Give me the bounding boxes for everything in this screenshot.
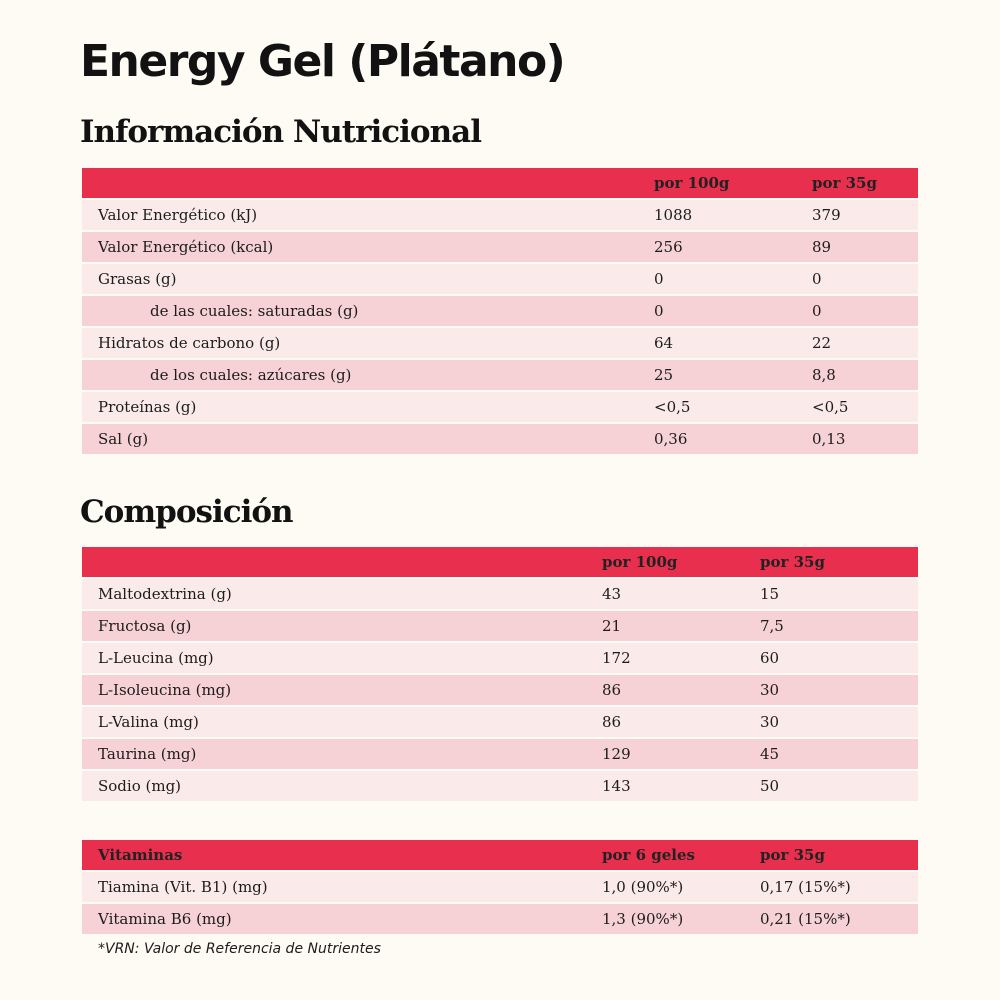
row-label: Sodio (mg) [82,771,602,801]
row-label: L-Leucina (mg) [82,643,602,673]
table-row [82,360,918,390]
row-label: Tiamina (Vit. B1) (mg) [82,872,602,902]
composition-table [82,545,918,803]
value-per-100g: 1088 [654,200,812,230]
table-row [82,707,918,737]
column-header: por 35g [760,547,918,577]
value-per-35g: 0,21 (15%*) [760,904,918,934]
value-per-35g: 0 [812,264,918,294]
table-row [82,771,918,801]
table-row [82,328,918,358]
row-label: de las cuales: saturadas (g) [82,296,654,326]
column-header [82,168,654,198]
value-per-100g: 172 [602,643,760,673]
nutrition-table [82,166,918,456]
column-header: por 100g [654,168,812,198]
table-header-row [82,840,918,870]
value-per-35g: 22 [812,328,918,358]
table-row [82,296,918,326]
table-row [82,392,918,422]
column-header: por 6 geles [602,840,760,870]
row-label: L-Isoleucina (mg) [82,675,602,705]
value-per-35g: 60 [760,643,918,673]
value-per-35g: 379 [812,200,918,230]
table-row [82,579,918,609]
value-per-100g: 256 [654,232,812,262]
row-label: Grasas (g) [82,264,654,294]
value-per-100g: 25 [654,360,812,390]
row-label: Vitamina B6 (mg) [82,904,602,934]
vitamins-table [82,838,918,936]
table-row [82,675,918,705]
column-header [82,547,602,577]
value-per-35g: 30 [760,675,918,705]
page-title: Energy Gel (Plátano) [80,36,565,87]
table-row [82,643,918,673]
value-per-100g: 143 [602,771,760,801]
value-per-6-gels: 1,3 (90%*) [602,904,760,934]
value-per-100g: 43 [602,579,760,609]
table-row [82,739,918,769]
value-per-35g: 89 [812,232,918,262]
row-label: Valor Energético (kJ) [82,200,654,230]
row-label: Maltodextrina (g) [82,579,602,609]
table-row [82,232,918,262]
row-label: Fructosa (g) [82,611,602,641]
value-per-35g: 8,8 [812,360,918,390]
value-per-100g: 129 [602,739,760,769]
footnote: *VRN: Valor de Referencia de Nutrientes [98,941,381,957]
value-per-100g: 86 [602,675,760,705]
table-row [82,200,918,230]
value-per-100g: 86 [602,707,760,737]
row-label: Taurina (mg) [82,739,602,769]
column-header: por 35g [812,168,918,198]
table-row [82,424,918,454]
composition-heading: Composición [80,494,293,530]
column-header: por 35g [760,840,918,870]
value-per-35g: 0,17 (15%*) [760,872,918,902]
value-per-35g: <0,5 [812,392,918,422]
row-label: de los cuales: azúcares (g) [82,360,654,390]
table-header-row [82,168,918,198]
value-per-35g: 50 [760,771,918,801]
table-header-row [82,547,918,577]
table-row [82,611,918,641]
value-per-100g: 21 [602,611,760,641]
row-label: L-Valina (mg) [82,707,602,737]
value-per-100g: 0 [654,296,812,326]
column-header: por 100g [602,547,760,577]
table-row [82,872,918,902]
value-per-100g: 64 [654,328,812,358]
table-row [82,904,918,934]
value-per-6-gels: 1,0 (90%*) [602,872,760,902]
value-per-35g: 0,13 [812,424,918,454]
value-per-35g: 7,5 [760,611,918,641]
value-per-100g: 0 [654,264,812,294]
row-label: Sal (g) [82,424,654,454]
row-label: Hidratos de carbono (g) [82,328,654,358]
value-per-35g: 45 [760,739,918,769]
value-per-100g: 0,36 [654,424,812,454]
row-label: Valor Energético (kcal) [82,232,654,262]
row-label: Proteínas (g) [82,392,654,422]
value-per-100g: <0,5 [654,392,812,422]
value-per-35g: 30 [760,707,918,737]
value-per-35g: 15 [760,579,918,609]
nutrition-heading: Información Nutricional [80,114,481,150]
value-per-35g: 0 [812,296,918,326]
column-header: Vitaminas [82,840,602,870]
table-row [82,264,918,294]
